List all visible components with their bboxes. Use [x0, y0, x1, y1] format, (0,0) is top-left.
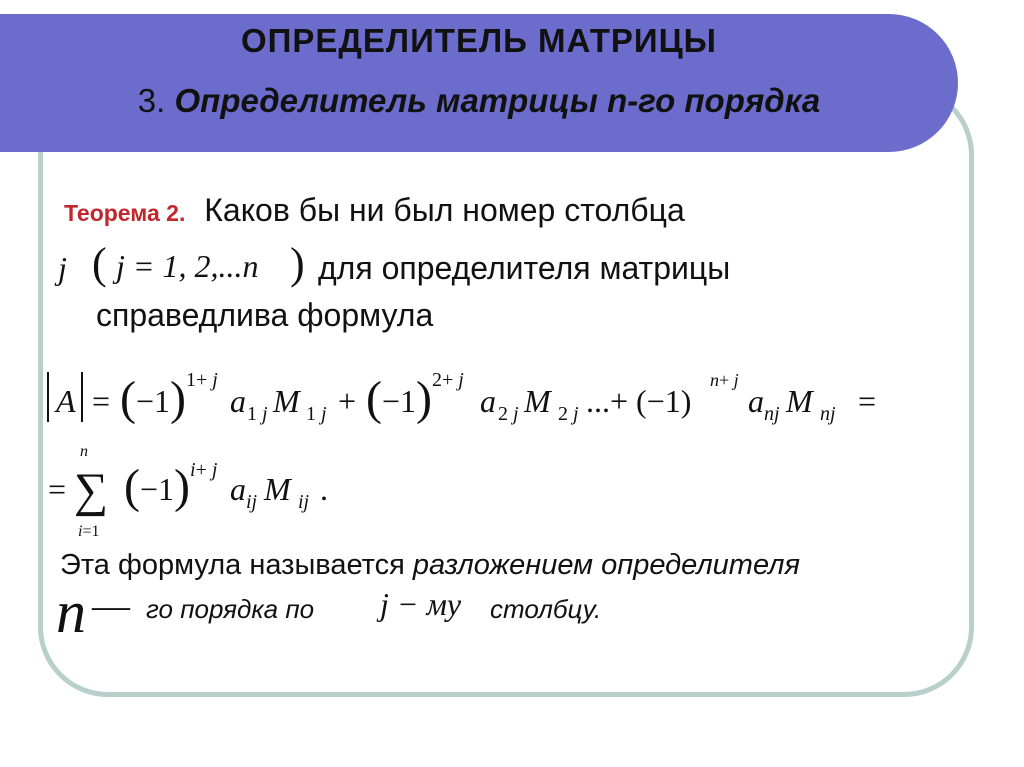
svg-text:M: M [264, 471, 291, 507]
slide-title: ОПРЕДЕЛИТЕЛЬ МАТРИЦЫ [241, 22, 717, 59]
svg-text:2+ j: 2+ j [432, 369, 464, 391]
paren-left: ( [92, 239, 107, 288]
svg-text:nj: nj [764, 403, 780, 425]
theorem-label: Теорема 2. [64, 200, 186, 226]
svg-text:=: = [48, 471, 67, 507]
conclusion-plain: Эта формула называется [60, 549, 413, 581]
svg-text:a: a [230, 471, 246, 507]
conclusion-italic-2: го порядка по [146, 594, 315, 624]
svg-text:2 j: 2 j [498, 403, 519, 425]
svg-text:ij: ij [246, 491, 258, 513]
svg-text:1 j: 1 j [306, 403, 327, 425]
subtitle-text: Определитель матрицы n-го порядка [174, 82, 821, 119]
conclusion-end: столбцу. [490, 594, 602, 624]
svg-text:(: ( [366, 372, 382, 425]
svg-text:nj: nj [820, 403, 836, 425]
svg-text:): ) [416, 372, 432, 425]
svg-text:a: a [230, 383, 246, 419]
svg-text:...+ (−1): ...+ (−1) [586, 383, 692, 419]
svg-text:i+ j: i+ j [190, 459, 218, 481]
svg-text:n+ j: n+ j [710, 370, 739, 390]
svg-text:M: M [273, 383, 300, 419]
svg-text:−1: −1 [140, 471, 175, 507]
theorem-text-2: для определителя матрицы [318, 250, 731, 286]
svg-text:=: = [92, 383, 111, 419]
theorem-text-1: Каков бы ни был номер столбца [204, 192, 685, 228]
svg-text:−1: −1 [136, 383, 171, 419]
svg-text:): ) [170, 372, 186, 425]
theorem-line-1 [64, 192, 685, 229]
svg-text:(: ( [124, 460, 140, 513]
theorem-text-3: справедлива формула [96, 297, 434, 333]
n-symbol: n [56, 579, 86, 645]
svg-text:2 j: 2 j [558, 403, 579, 425]
svg-text:(: ( [120, 372, 136, 425]
svg-text:): ) [174, 460, 190, 513]
svg-text:1 j: 1 j [247, 403, 268, 425]
svg-text:A: A [56, 383, 76, 419]
svg-text:M: M [786, 383, 813, 419]
j-symbol: j − му [380, 586, 462, 622]
svg-text:i=1: i=1 [78, 523, 100, 540]
svg-text:a: a [480, 383, 496, 419]
svg-text:∑: ∑ [74, 464, 109, 517]
dash-symbol: — [92, 585, 130, 627]
svg-text:+: + [338, 383, 357, 419]
var-j: j [58, 250, 67, 286]
formula-line-2 [40, 440, 360, 540]
svg-text:M: M [524, 383, 551, 419]
svg-text:n: n [80, 443, 88, 460]
conclusion-italic: разложением определителя [412, 549, 800, 581]
range-j: j = 1, 2,...n [116, 248, 259, 284]
svg-text:ij: ij [298, 491, 310, 513]
subtitle-number: 3. [137, 82, 166, 119]
conclusion-line-1 [60, 549, 800, 582]
slide-subtitle [0, 82, 958, 120]
svg-text:=: = [858, 383, 877, 419]
svg-text:.: . [320, 471, 328, 507]
formula-line-1 [40, 362, 910, 442]
svg-text:1+ j: 1+ j [186, 369, 218, 391]
paren-right: ) [290, 239, 305, 288]
svg-text:a: a [748, 383, 764, 419]
svg-text:−1: −1 [382, 383, 417, 419]
